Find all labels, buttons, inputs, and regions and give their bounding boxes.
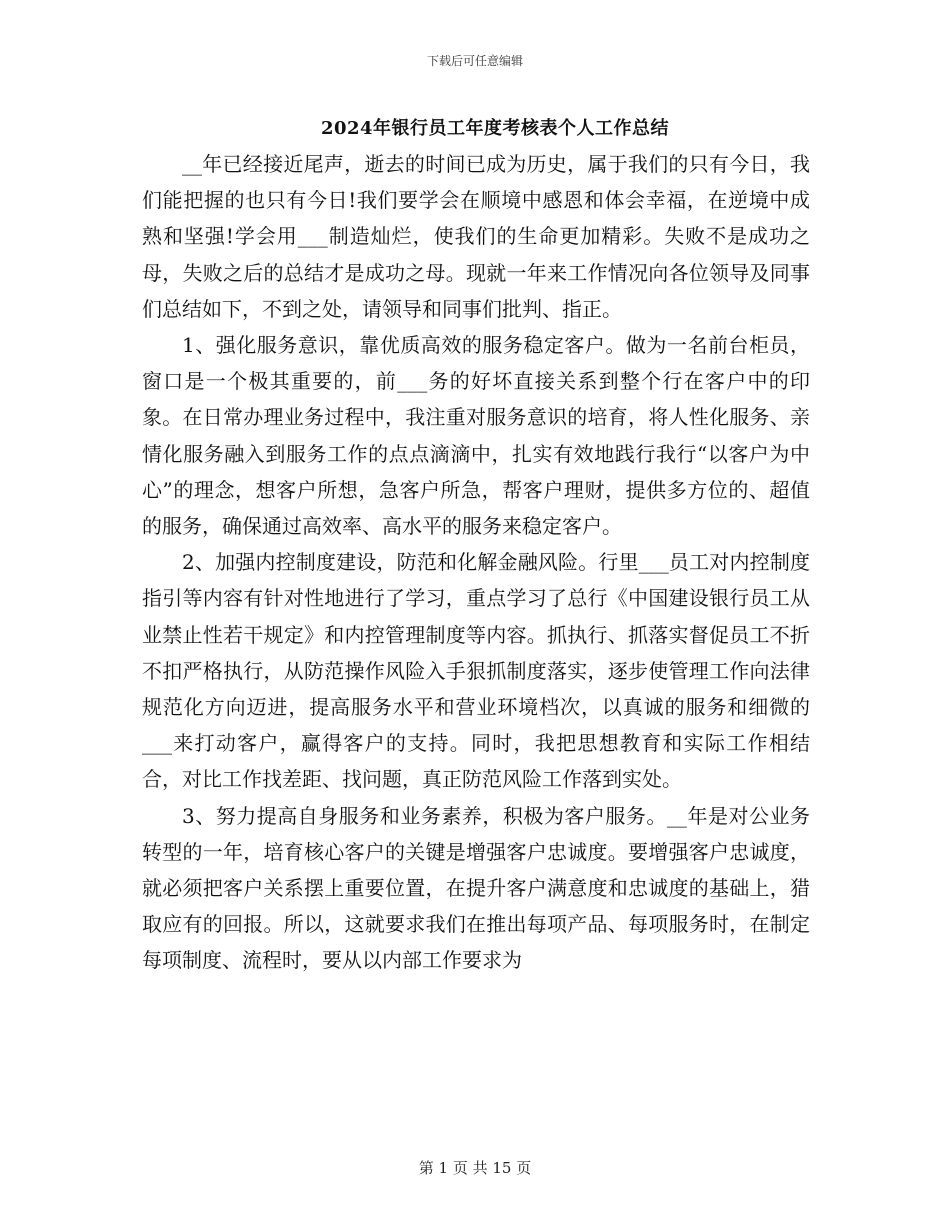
paragraph-professional-quality: 3、努力提高自身服务和业务素养，积极为客户服务。__年是对公业务转型的一年，培育核心客户的关键是增强客户忠诚度。要增强客户忠诚度，就必须把客户关系摆上重要位置，在提升客户满意度和忠诚度的基础上，猎取应有的回报。所以，这就要求我们在推出每项产品、每项服务时，在制定每项制度、流程时，要从以内部工作要求为 bbox=[142, 803, 810, 973]
document-body bbox=[142, 146, 810, 979]
document-title: 2024年银行员工年度考核表个人工作总结 bbox=[320, 118, 670, 139]
header-note: 下载后可任意编辑 bbox=[426, 54, 523, 68]
paragraph-service: 1、强化服务意识，靠优质高效的服务稳定客户。做为一名前台柜员，窗口是一个极其重要的，前___务的好坏直接关系到整个行在客户中的印象。在日常办理业务过程中，我注重对服务意识的培育，将人性化服务、亲情化服务融入到服务工作的点点滴滴中，扎实有效地践行我行“以客户为中心”的理念，想客户所想，急客户所急，帮客户理财，提供多方位的、超值的服务，确保通过高效率、高水平的服务来稳定客户。 bbox=[142, 333, 810, 539]
paragraph-risk-control: 2、加强内控制度建设，防范和化解金融风险。行里___员工对内控制度指引等内容有针对性地进行了学习，重点学习了总行《中国建设银行员工从业禁止性若干规定》和内控管理制度等内容。抓执行、抓落实督促员工不折不扣严格执行，从防范操作风险入手狠抓制度落实，逐步使管理工作向法律规范化方向迈进，提高服务水平和营业环境档次，以真诚的服务和细微的___来打动客户，赢得客户的支持。同时，我把思想教育和实际工作相结合，对比工作找差距、找问题，真正防范风险工作落到实处。 bbox=[142, 550, 810, 792]
page-number: 第 1 页 共 15 页 bbox=[418, 1159, 532, 1177]
paragraph-intro: __年已经接近尾声，逝去的时间已成为历史，属于我们的只有今日，我们能把握的也只有今日!我们要学会在顺境中感恩和体会幸福，在逆境中成熟和坚强!学会用___制造灿烂，使我们的生命更加精彩。失败不是成功之母，失败之后的总结才是成功之母。现就一年来工作情况向各位领导及同事们总结如下，不到之处，请领导和同事们批判、指正。 bbox=[142, 152, 810, 321]
